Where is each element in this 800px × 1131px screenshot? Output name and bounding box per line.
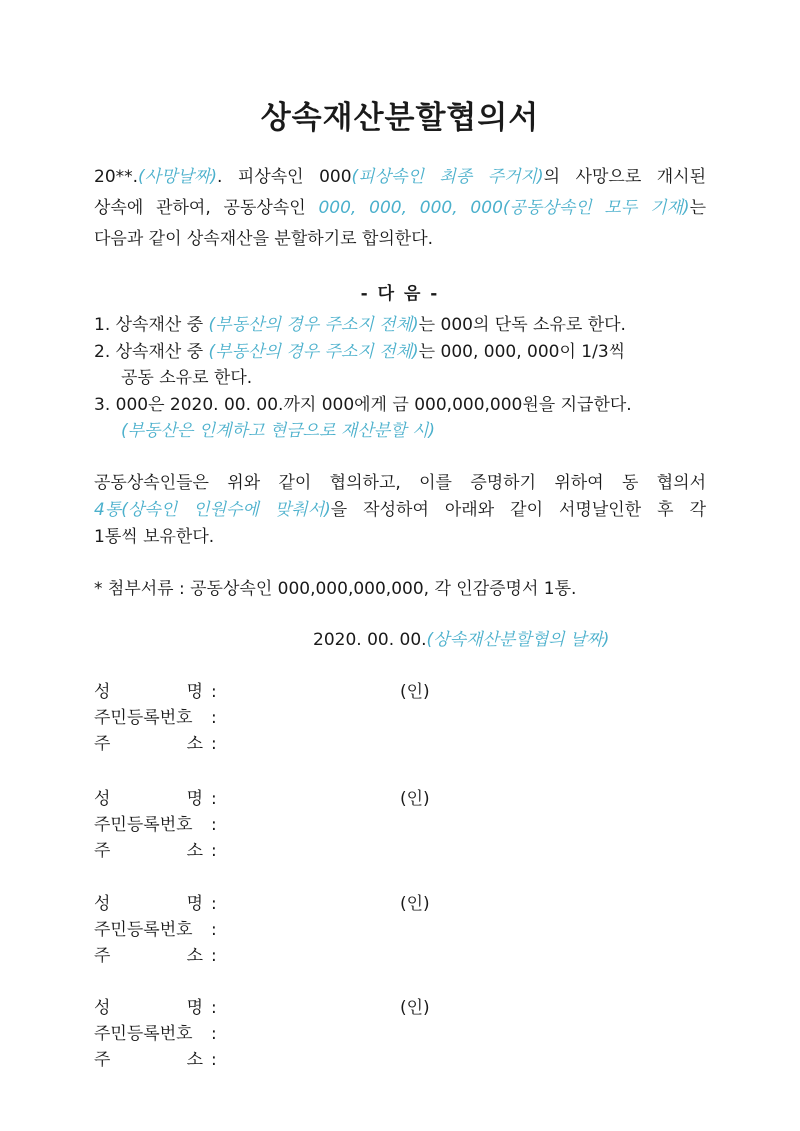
name-label: 성 <box>94 894 111 914</box>
colon: : <box>211 1050 217 1070</box>
seal-mark: (인) <box>400 789 430 809</box>
intro-text: 는 <box>689 198 706 218</box>
date-hint: (상속재산분할협의 날짜) <box>426 630 610 650</box>
agreement-line-2 <box>94 496 706 524</box>
agreement-line-3: 1통씩 보유한다. <box>94 527 215 547</box>
colon: : <box>211 894 217 914</box>
property-hint: (부동산의 경우 주소지 전체) <box>208 315 419 335</box>
address-label: 주 <box>94 1050 111 1070</box>
agreement-text: 을 작성하여 아래와 같이 서명날인한 후 각 <box>330 500 706 520</box>
address-label: 소 <box>186 734 203 754</box>
item-2-continued: 공동 소유로 한다. <box>121 368 253 388</box>
intro-text: 의 사망으로 개시된 <box>543 167 707 187</box>
name-label: 명 <box>186 894 203 914</box>
colon: : <box>211 920 217 940</box>
seal-mark: (인) <box>400 998 430 1018</box>
name-label: 명 <box>186 682 203 702</box>
attachment-note: * 첨부서류 : 공동상속인 000,000,000,000, 각 인감증명서 1통. <box>94 579 577 599</box>
name-label: 성 <box>94 998 111 1018</box>
address-label: 소 <box>186 1050 203 1070</box>
intro-line-3: 다음과 같이 상속재산을 분할하기로 합의한다. <box>94 229 434 249</box>
heirs-hint: 000, 000, 000, 000(공동상속인 모두 기재) <box>318 198 690 218</box>
colon: : <box>211 815 217 835</box>
section-heading: - 다 음 - <box>360 284 440 304</box>
date-value: 2020. 00. 00. <box>313 630 427 650</box>
seal-mark: (인) <box>400 682 430 702</box>
rrn-label: 주민등록번호 <box>94 920 193 940</box>
address-label: 주 <box>94 734 111 754</box>
death-date-prefix: 20**. <box>94 167 139 187</box>
item-3-hint: (부동산은 인계하고 현금으로 재산분할 시) <box>121 421 436 441</box>
death-date-hint: (사망날짜) <box>138 167 217 187</box>
intro-line-2 <box>94 194 706 222</box>
intro-text: 상속에 관하여, 공동상속인 <box>94 198 319 218</box>
colon: : <box>211 708 217 728</box>
name-label: 성 <box>94 682 111 702</box>
seal-mark: (인) <box>400 894 430 914</box>
signature-block-4 <box>94 995 594 1073</box>
item-text: 1. 상속재산 중 <box>94 315 209 335</box>
name-label: 명 <box>186 998 203 1018</box>
item-3: 3. 000은 2020. 00. 00.까지 000에게 금 000,000,000원을 지급한다. <box>94 395 632 415</box>
agreement-date <box>313 628 609 652</box>
colon: : <box>211 789 217 809</box>
colon: : <box>211 734 217 754</box>
intro-line-1 <box>94 163 706 191</box>
colon: : <box>211 841 217 861</box>
address-label: 주 <box>94 841 111 861</box>
signature-block-3 <box>94 891 594 969</box>
colon: : <box>211 1024 217 1044</box>
address-label: 주 <box>94 946 111 966</box>
rrn-label: 주민등록번호 <box>94 1024 193 1044</box>
document-title: 상속재산분할협의서 <box>260 100 540 136</box>
colon: : <box>211 946 217 966</box>
address-label: 소 <box>186 841 203 861</box>
address-label: 소 <box>186 946 203 966</box>
property-hint: (부동산의 경우 주소지 전체) <box>208 342 419 362</box>
colon: : <box>211 998 217 1018</box>
copies-hint: 4통(상속인 인원수에 맞춰서) <box>94 500 331 520</box>
item-text: 는 000, 000, 000이 1/3씩 <box>418 342 626 362</box>
decedent-address-hint: (피상속인 최종 주거지) <box>351 167 544 187</box>
signature-block-1 <box>94 679 594 757</box>
rrn-label: 주민등록번호 <box>94 708 193 728</box>
name-label: 성 <box>94 789 111 809</box>
item-2 <box>94 340 625 364</box>
agreement-line-1: 공동상속인들은 위와 같이 협의하고, 이를 증명하기 위하여 동 협의서 <box>94 473 706 493</box>
decedent-text: . 피상속인 000 <box>217 167 352 187</box>
item-text: 2. 상속재산 중 <box>94 342 209 362</box>
item-text: 는 000의 단독 소유로 한다. <box>418 315 626 335</box>
rrn-label: 주민등록번호 <box>94 815 193 835</box>
colon: : <box>211 682 217 702</box>
name-label: 명 <box>186 789 203 809</box>
signature-block-2 <box>94 786 594 864</box>
item-1 <box>94 313 626 337</box>
